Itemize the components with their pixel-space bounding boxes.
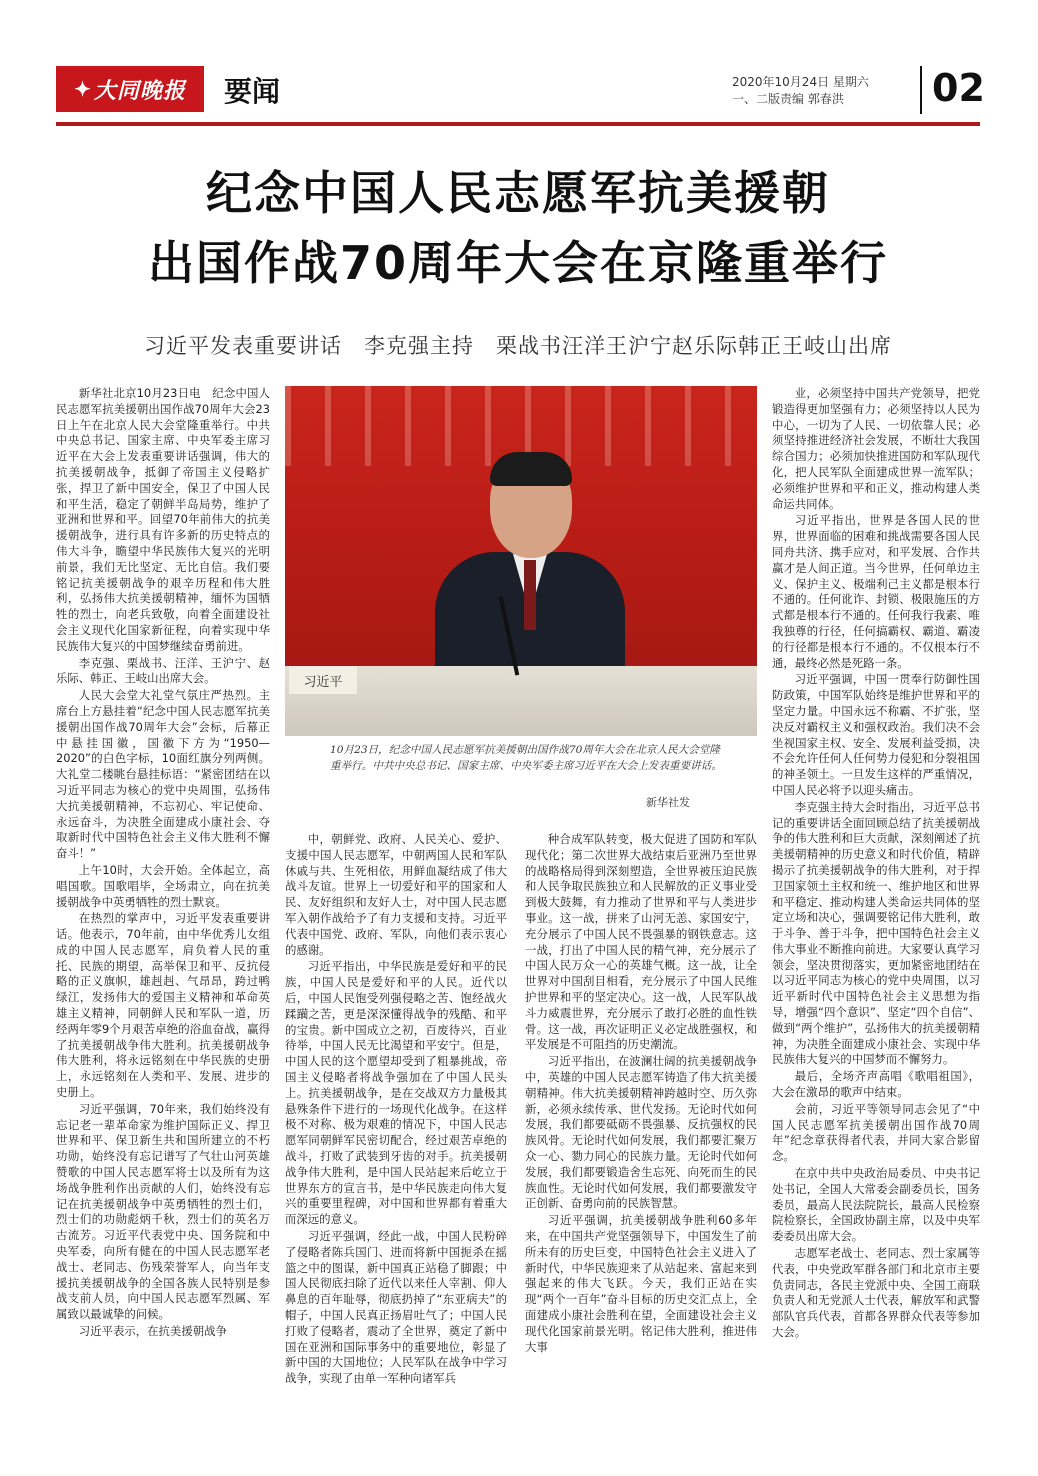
date-text: 2020年10月24日 星期六	[732, 75, 869, 89]
headline-line-1: 纪念中国人民志愿军抗美援朝	[206, 166, 830, 220]
section-title: 要闻	[224, 75, 281, 108]
paragraph: 李克强、栗战书、汪洋、王沪宁、赵乐际、韩正、王岐山出席大会。	[56, 655, 270, 686]
lead-photo	[285, 386, 757, 736]
page-number: 02	[932, 66, 985, 110]
paragraph: 中，朝鲜党、政府、人民关心、爱护、支援中国人民志愿军，中朝两国人民和军队休戚与共、生死相依，用鲜血凝结成了伟大战斗友谊。世界上一切爱好和平的国家和人民、友好组织和友好人士，对中国人民志愿军入朝作战给予了有力支援和支持。习近平代表中国党、政府、军队，向他们表示衷心的感谢。	[285, 832, 507, 957]
article-column-2	[285, 832, 507, 1426]
paragraph: 习近平强调，70年来，我们始终没有忘记老一辈革命家为维护国际正义、捍卫世界和平、保卫新生共和国所建立的不朽功勋，始终没有忘记谱写了气壮山河英雄赞歌的中国人民志愿军将士以及所有为这场战争胜利作出贡献的人们，始终没有忘记在抗美援朝战争中英勇牺牲的烈士们，烈士们的功勋彪炳千秋，烈士们的英名万古流芳。习近平代表党中央、国务院和中央军委，向所有健在的中国人民志愿军老战士、老同志、伤残荣誉军人，向当年支援抗美援朝战争的全国各族人民特别是参战支前人员，向中国人民志愿军烈属、军属致以最诚挚的问候。	[56, 1101, 270, 1322]
photo-credit: 新华社发	[646, 796, 690, 809]
paragraph: 最后，全场齐声高唱《歌唱祖国》，大会在激昂的歌声中结束。	[772, 1069, 980, 1100]
masthead	[56, 56, 985, 126]
paragraph: 业，必须坚持中国共产党领导，把党锻造得更加坚强有力；必须坚持以人民为中心，一切为了人民、一切依靠人民；必须坚持推进经济社会发展，不断壮大我国综合国力；必须加快推进国防和军队现代化，把人民军队全面建成世界一流军队；必须维护世界和平和正义，推动构建人类命运共同体。	[772, 386, 980, 511]
paragraph: 习近平指出，世界是各国人民的世界，世界面临的困难和挑战需要各国人民同舟共济、携手应对，和平发展、合作共赢才是人间正道。当今世界，任何单边主义、保护主义、极端利己主义都是根本行不通的。任何讹诈、封锁、极限施压的方式都是根本行不通的。任何我行我素、唯我独尊的行径，任何搞霸权、霸道、霸凌的行径都是根本行不通的。不仅根本行不通，最终必然是死路一条。	[772, 513, 980, 670]
headline-line-2: 出国作战70周年大会在京隆重举行	[147, 236, 888, 290]
paragraph: 会前，习近平等领导同志会见了“中国人民志愿军抗美援朝出国作战70周年”纪念章获得者代表，并同大家合影留念。	[772, 1101, 980, 1164]
editor-text: 一、二版责编 郭春洪	[732, 92, 844, 106]
photo-caption: 10月23日，纪念中国人民志愿军抗美援朝出国作战70周年大会在北京人民大会堂隆重举行。中共中央总书记、国家主席、中央军委主席习近平在大会上发表重要讲话。	[330, 744, 722, 772]
nameplate: 习近平	[289, 666, 357, 694]
article-column-3	[525, 832, 757, 1426]
paragraph: 习近平强调，中国一贯奉行防御性国防政策，中国军队始终是维护世界和平的坚定力量。中国永远不称霸、不扩张，坚决反对霸权主义和强权政治。我们决不会坐视国家主权、安全、发展利益受损，决不会允许任何人任何势力侵犯和分裂祖国的神圣领土。一旦发生这样的严重情况，中国人民必将予以迎头痛击。	[772, 672, 980, 797]
paragraph: 在热烈的掌声中，习近平发表重要讲话。他表示，70年前，由中华优秀儿女组成的中国人民志愿军，肩负着人民的重托、民族的期望，高举保卫和平、反抗侵略的正义旗帜，雄赳赳、气昂昂，跨过鸭绿江，发扬伟大的爱国主义精神和革命英雄主义精神，同朝鲜人民和军队一道，历经两年零9个月艰苦卓绝的浴血奋战，赢得了抗美援朝战争伟大胜利。抗美援朝战争伟大胜利，将永远铭刻在中华民族的史册上，永远铭刻在人类和平、发展、进步的史册上。	[56, 911, 270, 1100]
newspaper-logo	[56, 66, 204, 112]
subheadline: 习近平发表重要讲话 李克强主持 栗战书汪洋王沪宁赵乐际韩正王岐山出席	[144, 334, 892, 358]
paragraph: 种合成军队转变，极大促进了国防和军队现代化；第二次世界大战结束后亚洲乃至世界的战略格局得到深刻塑造，全世界被压迫民族和人民争取民族独立和人民解放的正义事业受到极大鼓舞，有力推动了世界和平与人类进步事业。这一战，拼来了山河无恙、家国安宁，充分展示了中国人民不畏强暴的钢铁意志。这一战，打出了中国人民的精气神，充分展示了中国人民万众一心的英雄气概。这一战，让全世界对中国刮目相看，充分展示了中国人民维护世界和平的坚定决心。这一战，人民军队战斗力威震世界，充分展示了敢打必胜的血性铁骨。这一战，再次证明正义必定战胜强权，和平发展是不可阻挡的历史潮流。	[525, 832, 757, 1052]
headline	[56, 158, 980, 298]
paragraph: 习近平指出，在波澜壮阔的抗美援朝战争中，英雄的中国人民志愿军铸造了伟大抗美援朝精神。伟大抗美援朝精神跨越时空、历久弥新，必须永续传承、世代发扬。无论时代如何发展，我们都要砥砺不畏强暴、反抗强权的民族风骨。无论时代如何发展，我们都要汇聚万众一心、勠力同心的民族力量。无论时代如何发展，我们都要锻造舍生忘死、向死而生的民族血性。无论时代如何发展，我们都要激发守正创新、奋勇向前的民族智慧。	[525, 1054, 757, 1211]
logo-text: 大同晚报	[93, 77, 186, 104]
paragraph: 习近平强调，经此一战，中国人民粉碎了侵略者陈兵国门、进而将新中国扼杀在摇篮之中的图谋，新中国真正站稳了脚跟；中国人民彻底扫除了近代以来任人宰割、仰人鼻息的百年耻辱，彻底扔掉了“东亚病夫”的帽子，中国人民真正扬眉吐气了；中国人民打败了侵略者，震动了全世界，奠定了新中国在亚洲和国际事务中的重要地位，彰显了新中国的大国地位；人民军队在战争中学习战争，实现了由单一军种向诸军兵	[285, 1228, 507, 1386]
paragraph: 在京中共中央政治局委员、中央书记处书记，全国人大常委会副委员长，国务委员，最高人民法院院长，最高人民检察院检察长，全国政协副主席，以及中央军委委员出席大会。	[772, 1166, 980, 1244]
paragraph: 上午10时，大会开始。全体起立，高唱国歌。国歌唱毕，全场肃立，向在抗美援朝战争中英勇牺牲的烈士默哀。	[56, 862, 270, 909]
divider	[920, 66, 922, 114]
paragraph: 新华社北京10月23日电 纪念中国人民志愿军抗美援朝出国作战70周年大会23日上午在北京人民大会堂隆重举行。中共中央总书记、国家主席、中央军委主席习近平在大会上发表重要讲话强调，伟大的抗美援朝战争，抵御了帝国主义侵略扩张，捍卫了新中国安全，保卫了中国人民和平生活，稳定了朝鲜半岛局势，维护了亚洲和世界和平。回望70年前伟大的抗美援朝战争，进行具有许多新的历史特点的伟大斗争，瞻望中华民族伟大复兴的光明前景，我们无比坚定、无比自信。我们要铭记抗美援朝战争的艰辛历程和伟大胜利，弘扬伟大抗美援朝精神，缅怀为国牺牲的烈士，向老兵致敬，向着全面建设社会主义现代化国家新征程，向着实现中华民族伟大复兴的中国梦继续奋勇前进。	[56, 386, 270, 653]
paragraph: 习近平指出，中华民族是爱好和平的民族，中国人民是爱好和平的人民。近代以后，中国人民饱受列强侵略之苦、饱经战火蹂躏之苦，更是深深懂得战争的残酷、和平的宝贵。新中国成立之初，百废待兴，百业待举，中国人民无比渴望和平安宁。但是，中国人民的这个愿望却受到了粗暴挑战，帝国主义侵略者将战争强加在了中国人民头上。抗美援朝战争，是在交战双方力量极其悬殊条件下进行的一场现代化战争。在这样极不对称、极为艰难的情况下，中国人民志愿军同朝鲜军民密切配合，经过艰苦卓绝的战斗，打败了武装到牙齿的对手。抗美援朝战争伟大胜利，是中国人民站起来后屹立于世界东方的宣言书，是中华民族走向伟大复兴的重要里程碑，对中国和世界都有着重大而深远的意义。	[285, 959, 507, 1227]
paragraph: 人民大会堂大礼堂气氛庄严热烈。主席台上方悬挂着“纪念中国人民志愿军抗美援朝出国作战70周年大会”会标，后幕正中悬挂国徽，国徽下方为“1950—2020”的白色字标，10面红旗分列两侧。大礼堂二楼眺台悬挂标语：“紧密团结在以习近平同志为核心的党中央周围，弘扬伟大抗美援朝精神，不忘初心、牢记使命、永远奋斗，为决胜全面建成小康社会、夺取新时代中国特色社会主义伟大胜利不懈奋斗！”	[56, 688, 270, 861]
article-column-1	[56, 386, 270, 1426]
paragraph: 李克强主持大会时指出，习近平总书记的重要讲话全面回顾总结了抗美援朝战争的伟大胜利和巨大贡献，深刻阐述了抗美援朝精神的历史意义和时代价值，精辟揭示了抗美援朝战争的伟大胜利，对于捍卫国家领土主权和统一、维护地区和世界和平稳定、推动构建人类命运共同体的坚定立场和决心，强调要铭记伟大胜利，敢于斗争、善于斗争，把中国特色社会主义伟大事业不断推向前进。大家要认真学习领会，坚决贯彻落实，更加紧密地团结在以习近平同志为核心的党中央周围，以习近平新时代中国特色社会主义思想为指导，增强“四个意识”、坚定“四个自信”、做到“两个维护”，弘扬伟大的抗美援朝精神，为决胜全面建成小康社会、实现中华民族伟大复兴的中国梦而不懈努力。	[772, 799, 980, 1067]
dateline	[732, 74, 869, 108]
article-column-4	[772, 386, 980, 1426]
flame-icon: ✦	[74, 77, 92, 101]
paragraph: 志愿军老战士、老同志、烈士家属等代表，中央党政军群各部门和北京市主要负责同志，各民主党派中央、全国工商联负责人和无党派人士代表，解放军和武警部队官兵代表，首都各界群众代表等参加大会。	[772, 1246, 980, 1340]
paragraph: 习近平表示，在抗美援朝战争	[78, 1324, 227, 1339]
paragraph: 习近平强调，抗美援朝战争胜利60多年来，在中国共产党坚强领导下，中国发生了前所未有的历史巨变，中国特色社会主义进入了新时代，中华民族迎来了从站起来、富起来到强起来的伟大飞跃。今天，我们正站在实现“两个一百年”奋斗目标的历史交汇点上，全面建成小康社会胜利在望，全面建设社会主义现代化国家前景光明。铭记伟大胜利，推进伟大事	[525, 1213, 757, 1354]
